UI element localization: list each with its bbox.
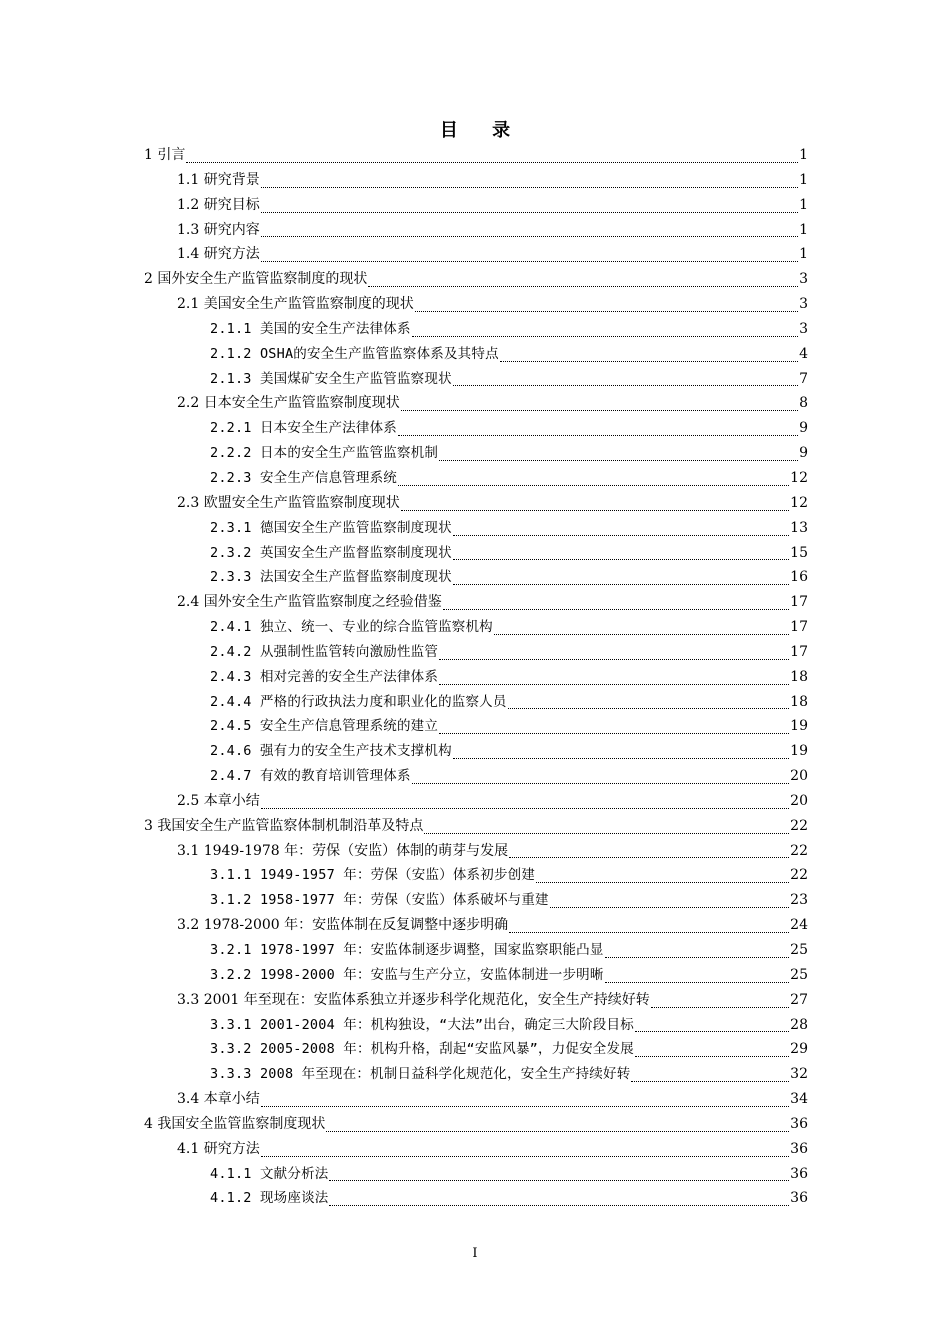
toc-entry[interactable] [144,913,808,938]
toc-entry-page: 1 [799,196,808,213]
toc-entry[interactable] [144,1013,808,1038]
toc-entry-page: 36 [790,1165,808,1182]
page-number: I [472,1246,478,1261]
toc-entry[interactable] [144,391,808,416]
toc-entry-page: 17 [790,594,808,611]
toc-entry[interactable] [144,267,808,292]
toc-entry[interactable] [144,1137,808,1162]
toc-entry-text: 1.2 研究目标 [177,196,260,213]
toc-entry[interactable] [144,193,808,218]
toc-entry-text: 2.3.2 英国安全生产监督监察制度现状 [210,544,452,561]
toc-entry[interactable] [144,863,808,888]
toc-entry-text: 3.4 本章小结 [177,1091,260,1108]
dot-leader [398,415,798,436]
dot-leader [261,192,798,213]
dot-leader [261,241,798,262]
dot-leader [536,862,789,883]
toc-entry[interactable] [144,938,808,963]
dot-leader [329,1185,789,1206]
toc-entry[interactable] [144,218,808,243]
toc-entry-page: 36 [790,1140,808,1157]
toc-entry-page: 3 [799,271,808,288]
toc-entry[interactable] [144,1162,808,1187]
toc-entry-text: 2.4.6 强有力的安全生产技术支撑机构 [210,743,452,760]
toc-entry-text: 1.3 研究内容 [177,221,260,238]
dot-leader [443,589,789,610]
toc-entry-text: 2 国外安全生产监管监察制度的现状 [144,271,368,288]
toc-entry[interactable] [144,615,808,640]
dot-leader [509,837,789,858]
toc-entry-text: 2.4 国外安全生产监管监察制度之经验借鉴 [177,594,442,611]
dot-leader [439,639,789,660]
toc-entry-text: 3.2.2 1998-2000 年：安监与生产分立，安监体制进一步明晰 [210,966,604,983]
dot-leader [186,142,798,163]
dot-leader [439,713,789,734]
toc-entry[interactable] [144,1186,808,1211]
dot-leader [401,390,798,411]
toc-entry-page: 17 [790,643,808,660]
toc-entry-page: 36 [790,1190,808,1207]
toc-entry-text: 3.1.2 1958-1977 年：劳保（安监）体系破坏与重建 [210,892,549,909]
toc-entry[interactable] [144,565,808,590]
toc-entry[interactable] [144,690,808,715]
toc-entry-text: 2.3 欧盟安全生产监管监察制度现状 [177,494,400,511]
toc-entry-text: 3.1.1 1949-1957 年：劳保（安监）体系初步创建 [210,867,536,884]
table-of-contents [144,143,808,1211]
toc-entry-text: 2.1.3 美国煤矿安全生产监管监察现状 [210,370,452,387]
toc-entry-text: 4.1.1 文献分析法 [210,1165,329,1182]
toc-entry-text: 3.2.1 1978-1997 年：安监体制逐步调整，国家监察职能凸显 [210,942,604,958]
toc-entry-page: 8 [799,395,808,412]
toc-entry-page: 20 [790,768,808,785]
toc-entry-text: 3.3 2001 年至现在：安监体系独立并逐步科学化规范化，安全生产持续好转 [177,991,650,1008]
toc-entry-page: 25 [790,942,808,958]
toc-title: 目 录 [439,120,525,141]
dot-leader [261,1136,789,1157]
toc-entry-page: 19 [790,743,808,760]
dot-leader [453,515,789,536]
toc-entry-text: 3.3.3 2008 年至现在：机制日益科学化规范化，安全生产持续好转 [210,1066,631,1083]
toc-entry-page: 3 [799,320,808,337]
toc-entry-text: 2.4.2 从强制性监管转向激励性监管 [210,643,439,660]
dot-leader [508,688,790,709]
toc-entry[interactable] [144,1087,808,1112]
dot-leader [509,912,789,933]
toc-entry-text: 3 我国安全生产监管监察体制机制沿革及特点 [144,817,424,834]
toc-entry-text: 2.4.3 相对完善的安全生产法律体系 [210,668,439,685]
toc-entry-text: 2.4.1 独立、统一、专业的综合监管监察机构 [210,619,493,636]
toc-entry[interactable] [144,292,808,317]
toc-entry[interactable] [144,1112,808,1137]
dot-leader [424,813,789,834]
toc-entry[interactable] [144,1062,808,1087]
toc-entry-page: 1 [799,221,808,238]
dot-leader [261,788,789,809]
toc-entry-text: 2.5 本章小结 [177,792,260,809]
dot-leader [605,937,790,958]
toc-entry-text: 3.3.2 2005-2008 年：机构升格，刮起“安监风暴”，力促安全发展 [210,1041,634,1058]
toc-entry-page: 17 [790,619,808,636]
toc-entry-page: 18 [790,693,808,710]
toc-entry[interactable] [144,814,808,839]
toc-entry-text: 2.2 日本安全生产监管监察制度现状 [177,395,400,412]
toc-entry-page: 32 [790,1066,808,1083]
toc-entry-page: 28 [790,1016,808,1033]
toc-entry-page: 36 [790,1115,808,1132]
toc-entry-page: 22 [790,867,808,884]
toc-entry-text: 1.1 研究背景 [177,171,260,188]
dot-leader [550,887,789,908]
toc-entry-text: 2.1 美国安全生产监管监察制度的现状 [177,296,414,313]
toc-entry-page: 15 [790,544,808,561]
toc-entry[interactable] [144,590,808,615]
toc-entry-page: 22 [790,842,808,859]
toc-entry-page: 4 [799,345,808,362]
dot-leader [605,962,790,983]
toc-entry[interactable] [144,466,808,491]
toc-entry-page: 1 [799,171,808,188]
toc-entry[interactable] [144,143,808,168]
toc-entry-page: 13 [790,519,808,536]
toc-entry[interactable] [144,516,808,541]
dot-leader [261,1086,789,1107]
toc-entry-page: 27 [790,991,808,1008]
toc-entry[interactable] [144,739,808,764]
toc-entry-page: 7 [799,370,808,387]
dot-leader [635,1036,789,1057]
toc-entry[interactable] [144,441,808,466]
dot-leader [494,614,789,635]
dot-leader [329,1160,789,1181]
dot-leader [453,564,789,585]
toc-entry-text: 2.2.2 日本的安全生产监管监察机制 [210,445,439,462]
toc-entry[interactable] [144,640,808,665]
toc-entry[interactable] [144,491,808,516]
dot-leader [453,539,789,560]
toc-entry-text: 2.2.3 安全生产信息管理系统 [210,469,397,486]
toc-entry-text: 2.4.7 有效的教育培训管理体系 [210,768,411,785]
toc-entry[interactable] [144,416,808,441]
toc-entry[interactable] [144,714,808,739]
toc-entry-page: 20 [790,792,808,809]
toc-entry[interactable] [144,1037,808,1062]
toc-entry-page: 22 [790,817,808,834]
dot-leader [415,291,798,312]
toc-entry-text: 1 引言 [144,147,186,163]
toc-entry-text: 1.4 研究方法 [177,246,260,263]
toc-entry-text: 4 我国安全监管监察制度现状 [144,1115,326,1132]
dot-leader [439,440,798,461]
toc-entry-page: 29 [790,1041,808,1058]
toc-entry-page: 19 [790,718,808,735]
toc-entry[interactable] [144,963,808,988]
toc-entry-page: 23 [790,892,808,909]
toc-entry-text: 2.2.1 日本安全生产法律体系 [210,420,397,437]
toc-entry[interactable] [144,242,808,267]
toc-entry[interactable] [144,988,808,1013]
toc-entry[interactable] [144,342,808,367]
dot-leader [500,341,798,362]
dot-leader [261,167,798,188]
toc-entry-page: 3 [799,296,808,313]
dot-leader [453,365,798,386]
dot-leader [401,490,789,511]
toc-entry-text: 4.1 研究方法 [177,1140,260,1157]
toc-entry[interactable] [144,764,808,789]
dot-leader [439,664,789,685]
dot-leader [635,1011,789,1032]
toc-entry-page: 18 [790,668,808,685]
dot-leader [326,1111,789,1132]
dot-leader [651,987,789,1008]
dot-leader [412,316,798,337]
toc-entry-page: 12 [790,469,808,486]
toc-entry-page: 24 [790,917,808,934]
toc-entry-page: 9 [799,420,808,437]
dot-leader [412,763,790,784]
toc-entry-text: 2.1.1 美国的安全生产法律体系 [210,320,411,337]
toc-entry[interactable] [144,888,808,913]
toc-entry[interactable] [144,367,808,392]
toc-entry[interactable] [144,317,808,342]
toc-entry-page: 12 [790,494,808,511]
dot-leader [631,1061,789,1082]
toc-entry[interactable] [144,789,808,814]
dot-leader [261,216,798,237]
toc-entry-page: 34 [790,1091,808,1108]
toc-entry-text: 2.4.4 严格的行政执法力度和职业化的监察人员 [210,693,507,710]
toc-entry-text: 2.1.2 OSHA的安全生产监管监察体系及其特点 [210,345,499,362]
toc-entry-text: 2.3.3 法国安全生产监督监察制度现状 [210,569,452,586]
toc-entry-text: 3.1 1949-1978 年：劳保（安监）体制的萌芽与发展 [177,842,509,859]
toc-entry[interactable] [144,839,808,864]
toc-entry-text: 4.1.2 现场座谈法 [210,1190,329,1207]
dot-leader [368,266,798,287]
toc-entry-text: 3.3.1 2001-2004 年：机构独设，“大法”出台，确定三大阶段目标 [210,1016,634,1033]
toc-entry-text: 2.3.1 德国安全生产监管监察制度现状 [210,519,452,536]
toc-entry[interactable] [144,541,808,566]
toc-entry-page: 25 [790,966,808,983]
toc-entry-text: 2.4.5 安全生产信息管理系统的建立 [210,718,439,735]
toc-entry[interactable] [144,665,808,690]
dot-leader [453,738,789,759]
toc-entry-page: 16 [790,569,808,586]
toc-entry-text: 3.2 1978-2000 年：安监体制在反复调整中逐步明确 [177,917,509,934]
toc-entry[interactable] [144,168,808,193]
toc-entry-page: 9 [799,445,808,462]
toc-entry-page: 1 [799,147,808,163]
toc-entry-page: 1 [799,246,808,263]
dot-leader [398,465,789,486]
